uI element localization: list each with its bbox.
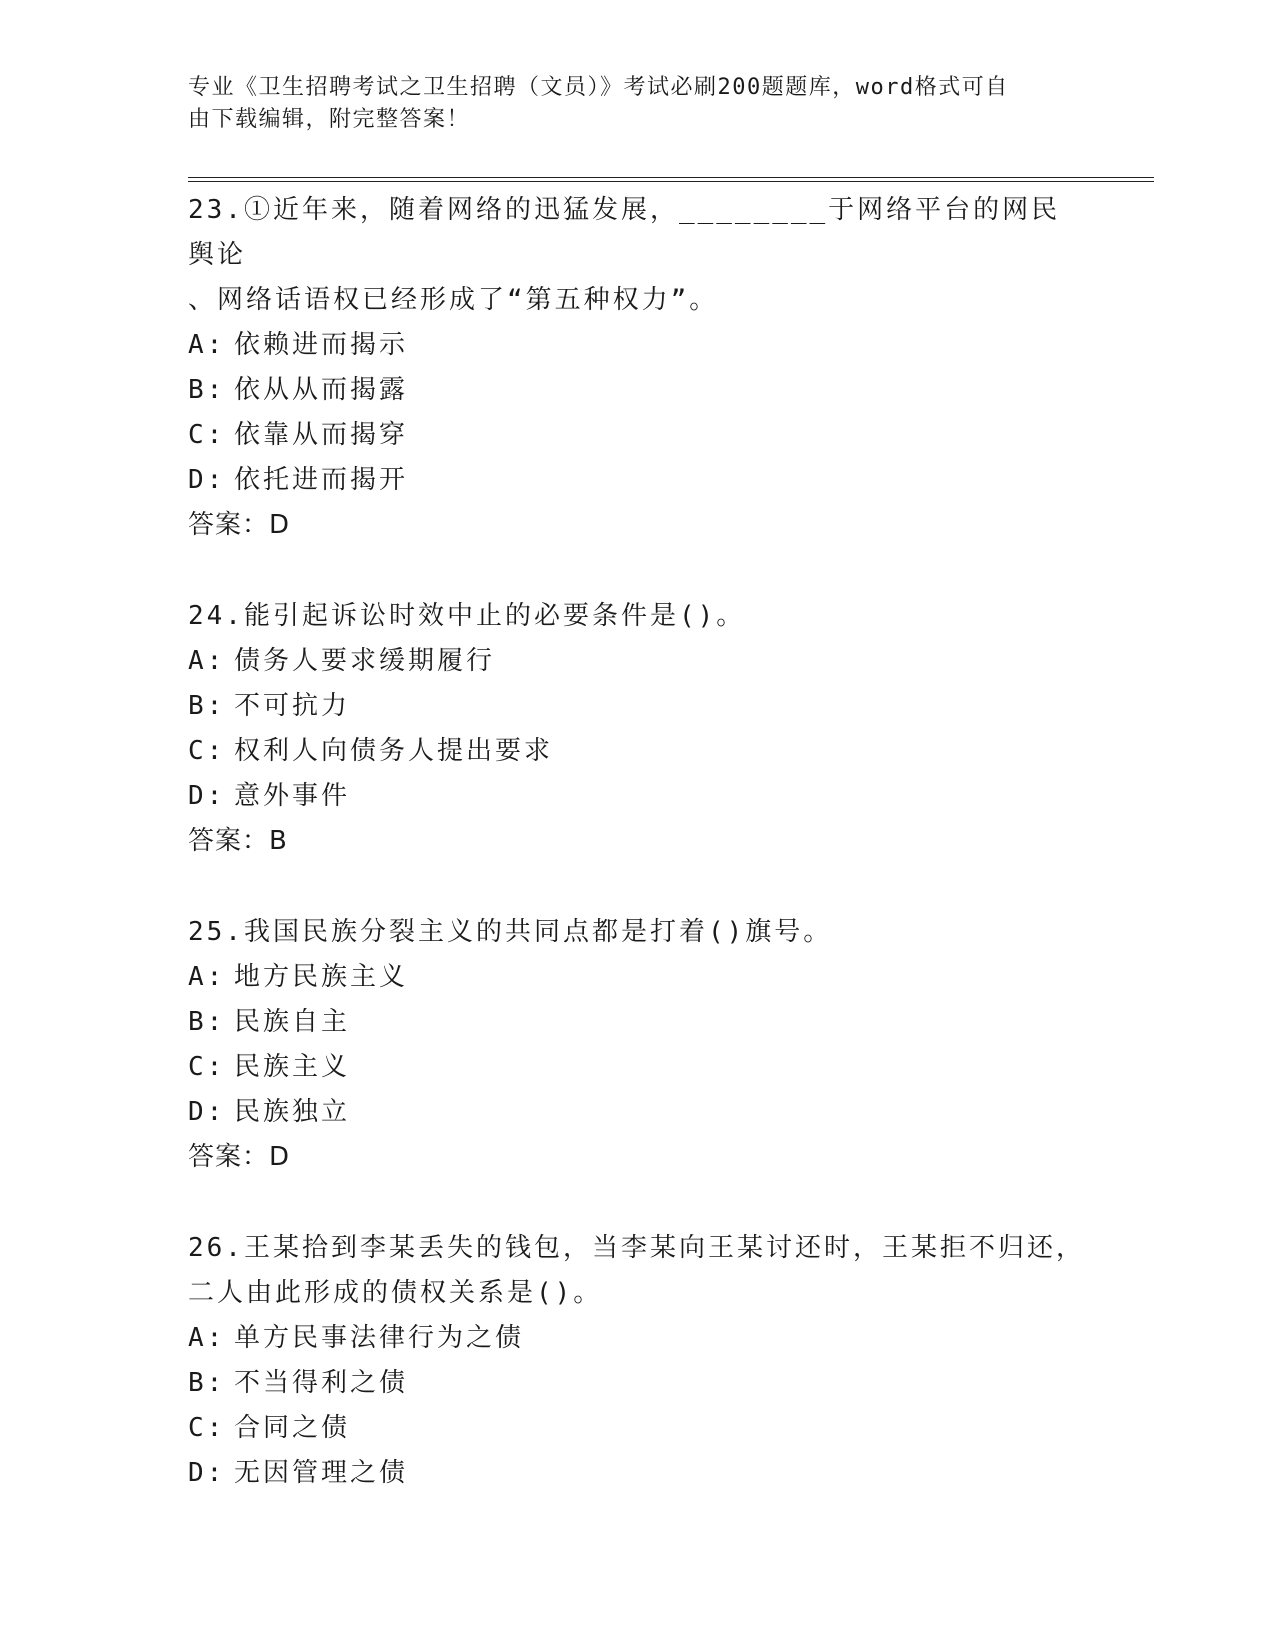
question-26 [188,1226,1088,1496]
option-a [188,1316,1088,1361]
option-text: 权利人向债务人提出要求 [234,736,554,766]
option-d [188,1451,1088,1496]
option-key: D: [188,1458,226,1488]
option-b [188,368,1088,413]
option-key: B: [188,1007,226,1037]
header-divider [188,177,1154,182]
option-text: 意外事件 [234,781,351,811]
question-text-line-2: 二人由此形成的债权关系是()。 [188,1278,603,1308]
option-key: A: [188,646,226,676]
option-key: B: [188,1368,226,1398]
option-c [188,1406,1088,1451]
option-c [188,413,1088,458]
option-key: C: [188,736,226,766]
option-d [188,1090,1088,1135]
answer-line: 答案：D [188,510,291,540]
option-text: 地方民族主义 [234,962,409,992]
option-text: 无因管理之债 [234,1458,409,1488]
option-text: 依靠从而揭穿 [234,420,409,450]
option-c [188,1045,1088,1090]
option-key: B: [188,375,226,405]
option-key: D: [188,465,226,495]
option-text: 民族独立 [234,1097,351,1127]
option-a [188,955,1088,1000]
option-b [188,684,1088,729]
answer-line: 答案：B [188,826,288,856]
header-line-1: 专业《卫生招聘考试之卫生招聘（文员）》考试必刷200题题库，word格式可自 [188,75,1009,100]
option-a [188,639,1088,684]
option-text: 依赖进而揭示 [234,330,409,360]
question-text-line-1: 23.①近年来，随着网络的迅猛发展，________于网络平台的网民舆论 [188,195,1061,270]
option-text: 单方民事法律行为之债 [234,1323,525,1353]
option-b [188,1000,1088,1045]
option-key: D: [188,781,226,811]
question-text-line-1: 25.我国民族分裂主义的共同点都是打着()旗号。 [188,917,833,947]
option-text: 民族自主 [234,1007,351,1037]
question-text-line-2: 、网络话语权已经形成了“第五种权力”。 [188,285,719,315]
option-text: 依托进而揭开 [234,465,409,495]
option-d [188,458,1088,503]
option-c [188,729,1088,774]
option-key: A: [188,962,226,992]
option-a [188,323,1088,368]
option-text: 合同之债 [234,1413,351,1443]
option-key: B: [188,691,226,721]
question-text-line-1: 26.王某拾到李某丢失的钱包，当李某向王某讨还时，王某拒不归还， [188,1233,1085,1263]
option-key: A: [188,330,226,360]
header-line-2: 由下载编辑，附完整答案！ [188,107,471,132]
option-d [188,774,1088,819]
option-text: 不当得利之债 [234,1368,409,1398]
question-text-line-1: 24.能引起诉讼时效中止的必要条件是()。 [188,601,746,631]
option-text: 民族主义 [234,1052,351,1082]
option-text: 不可抗力 [234,691,351,721]
option-key: C: [188,1052,226,1082]
question-25 [188,910,1088,1180]
option-key: A: [188,1323,226,1353]
question-list [188,188,1088,1542]
document-header [188,72,1088,136]
option-key: C: [188,1413,226,1443]
option-text: 依从从而揭露 [234,375,409,405]
option-b [188,1361,1088,1406]
question-24 [188,594,1088,864]
option-text: 债务人要求缓期履行 [234,646,496,676]
option-key: D: [188,1097,226,1127]
answer-line: 答案：D [188,1142,291,1172]
question-23 [188,188,1088,548]
option-key: C: [188,420,226,450]
